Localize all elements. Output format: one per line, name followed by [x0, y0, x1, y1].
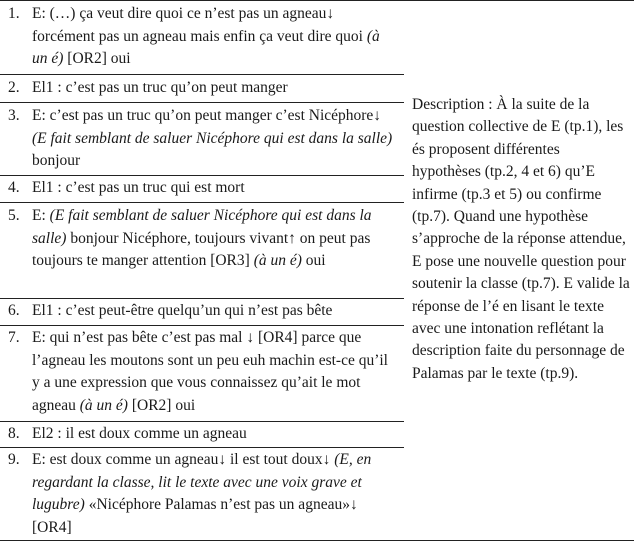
speech-segment: El1 : c’est pas un truc qu’on peut manger: [32, 79, 288, 96]
row-separator: [0, 175, 404, 176]
stage-direction: (à un é): [32, 27, 380, 67]
speech-segment: E: qui n’est pas bête c’est pas mal ↓ [OR4] parce que l’agneau les moutons sont un peu euh machin est-ce qu’il y a une expression que vous connaissez qu’ait le mot agneau: [32, 329, 388, 414]
stage-direction: (à un é): [79, 396, 128, 414]
turn-number: 4.: [8, 179, 20, 196]
row-separator: [0, 102, 404, 103]
speech-segment: bonjour: [32, 152, 81, 169]
turn-number: 9.: [8, 451, 20, 468]
turn-number: 8.: [8, 425, 20, 442]
table-bottom-rule: [0, 540, 634, 541]
table-top-rule: [0, 0, 634, 1]
speech-segment: E: est doux comme un agneau↓ il est tout doux↓: [32, 451, 335, 468]
row-separator: [0, 202, 404, 203]
turn-number: 3.: [8, 107, 20, 124]
row-separator: [0, 298, 404, 299]
turn-text: [32, 105, 398, 173]
stage-direction: (E, en regardant la classe, lit le texte avec une voix grave et lugubre): [32, 451, 372, 513]
speech-segment: E: (…) ça veut dire quoi ce n’est pas un agneau↓ forcément pas un agneau mais enfin ça veut dire quoi: [32, 5, 367, 45]
turn-number: 5.: [8, 207, 20, 224]
speech-segment: «Nicéphore Palamas n’est pas un agneau»↓ [OR4]: [32, 496, 358, 536]
turn-text: [32, 3, 398, 71]
row-separator: [0, 421, 404, 422]
row-separator: [0, 74, 404, 75]
speech-segment: E: c’est pas un truc qu’on peut manger c’est Nicéphore↓: [32, 107, 382, 124]
turn-number: 6.: [8, 302, 20, 319]
speech-segment: [OR2] oui: [63, 50, 131, 67]
turn-number: 1.: [8, 5, 20, 22]
speech-segment: El2 : il est doux comme un agneau: [32, 425, 247, 442]
stage-direction: (E fait semblant de saluer Nicéphore qui est dans la salle): [32, 129, 393, 147]
speech-segment: [OR2] oui: [127, 396, 196, 414]
speech-segment: E:: [32, 207, 50, 224]
turn-text: [32, 327, 398, 417]
turn-text: [32, 449, 398, 539]
speech-segment: El1 : c’est pas un truc qui est mort: [32, 179, 245, 196]
speech-segment: El1 : c’est peut-être quelqu’un qui n’est pas bête: [32, 302, 333, 319]
stage-direction: (à un é): [253, 252, 302, 269]
turn-text: [32, 177, 398, 200]
turn-text: [32, 205, 398, 273]
row-separator: [0, 447, 404, 448]
turn-text: [32, 423, 398, 446]
speech-segment: oui: [301, 252, 326, 269]
stage-direction: (E fait semblant de saluer Nicéphore qui est dans la salle): [32, 207, 372, 247]
speech-segment: bonjour Nicéphore, toujours vivant↑ on peut pas toujours te manger attention [OR3]: [32, 229, 371, 269]
turn-text: [32, 77, 398, 100]
turn-number: 2.: [8, 79, 20, 96]
description-text: Description : À la suite de la question collective de E (tp.1), les és proposent différentes hypothèses (tp.2, 4 et 6) qu’E infirme (tp.3 et 5) ou confirme (tp.7). Quand une hypothèse s’approche de la réponse attendue, E pose une nouvelle question pour soutenir la classe (tp.7). E valide la réponse de l’é en lisant le texte avec une intonation reflétant la description faite du personnage de Palamas par le texte (tp.9).: [412, 96, 630, 382]
row-separator: [0, 325, 404, 326]
turn-number: 7.: [8, 329, 20, 346]
turn-text: [32, 300, 398, 323]
